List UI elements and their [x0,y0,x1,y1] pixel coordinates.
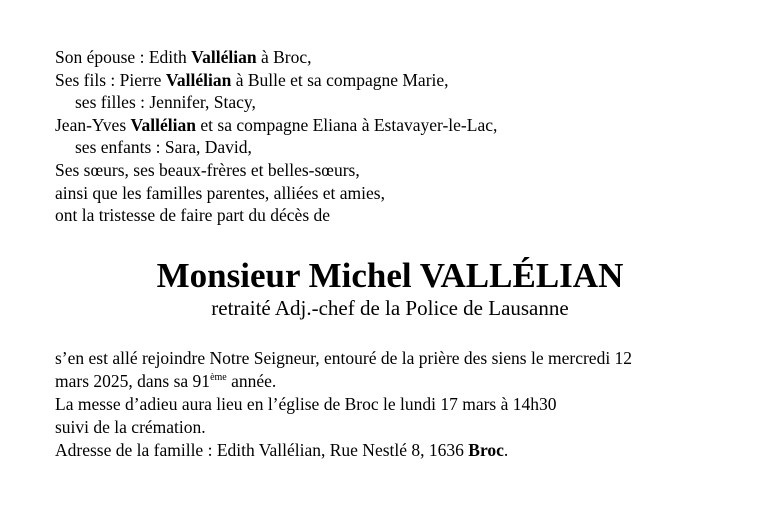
son-pierre-surname: Vallélian [165,69,232,90]
announcement-block [55,347,735,462]
ordinal-suffix: ème [210,372,227,383]
cremation-info: suivi de la crémation. [55,417,206,437]
son-pierre-details: à Bulle et sa compagne Marie, [231,69,449,90]
son-jean-yves-details: et sa compagne Eliana à Estavayer-le-Lac, [196,114,498,135]
address-period: . [503,440,509,460]
death-statement [55,347,735,393]
son-jean-yves-surname: Vallélian [130,114,196,135]
death-line-1: s’en est allé rejoindre Notre Seigneur, entouré de la prière des siens le mercredi 12 [55,348,633,368]
family-line-son-pierre [55,69,497,92]
family-line-son-jean-yves [55,114,497,137]
deceased-name: Monsieur Michel VALLÉLIAN [156,256,624,295]
family-line-announcement: ont la tristesse de faire part du décès de [55,205,331,226]
deceased-block [0,255,762,321]
spouse-place: à Broc, [256,47,312,67]
family-line-children: ses enfants : Sara, David, [75,137,252,158]
death-line-2-end: année. [226,371,277,391]
family-line-relatives: ainsi que les familles parentes, alliées et amies, [55,182,385,203]
death-line-2: mars 2025, dans sa 91 [55,371,211,391]
family-address [55,439,735,462]
family-line-spouse [55,46,497,69]
deceased-title: retraité Adj.-chef de la Police de Lausanne [211,296,569,320]
son-pierre-text: Ses fils : Pierre [55,69,166,90]
address-text: Adresse de la famille : Edith Vallélian, Rue Nestlé 8, 1636 [55,440,469,460]
spouse-surname: Vallélian [191,47,257,67]
address-town: Broc [468,440,504,460]
family-list [55,46,497,227]
family-line-daughters: ses filles : Jennifer, Stacy, [75,92,256,113]
spouse-text: Son épouse : Edith [55,47,192,67]
family-line-siblings: Ses sœurs, ses beaux-frères et belles-sœurs, [55,159,360,180]
mass-info: La messe d’adieu aura lieu en l’église de Broc le lundi 17 mars à 14h30 [55,394,557,414]
son-jean-yves-text: Jean-Yves [55,114,131,135]
